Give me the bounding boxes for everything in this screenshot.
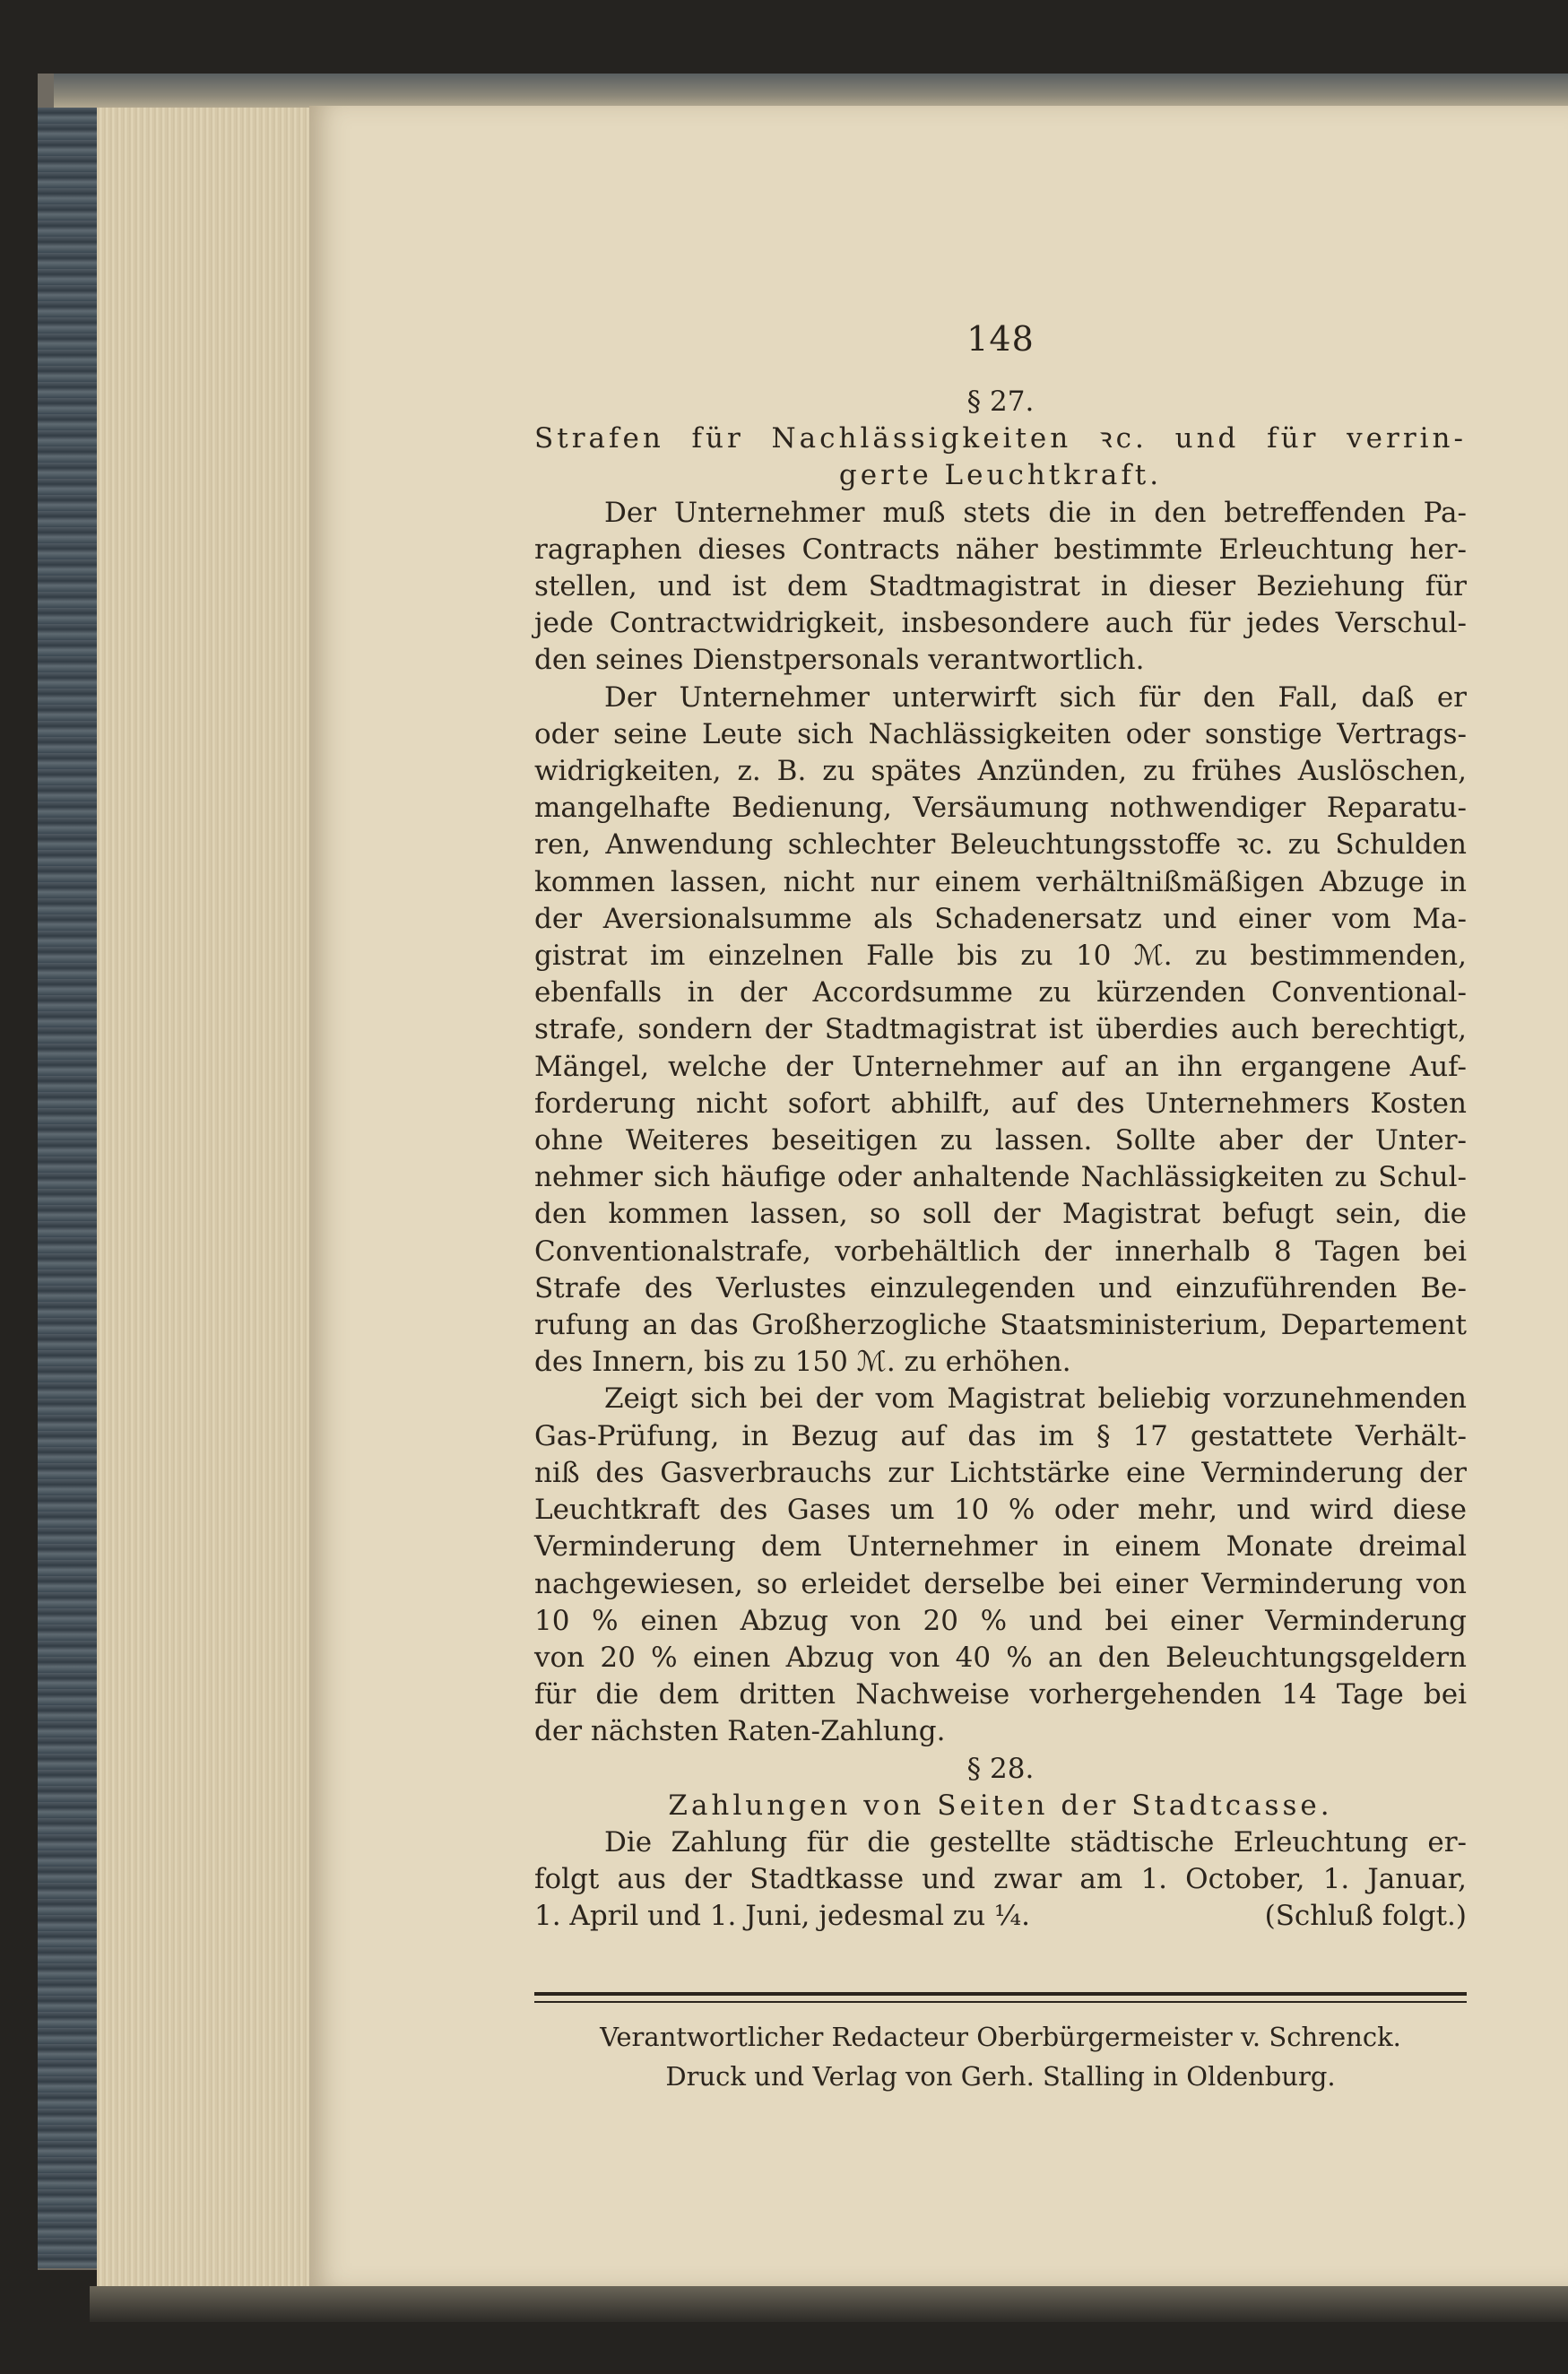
text-line: ebenfalls in der Accordsumme zu kürzenden Conventional- [534, 976, 1467, 1009]
section-28-heading: Zahlungen von Seiten der Stadtcasse. [668, 1789, 1333, 1822]
text-line: Conventionalstrafe, vorbehältlich der innerhalb 8 Tagen bei [534, 1235, 1467, 1268]
text-line: jede Contractwidrigkeit, insbesondere auch für jedes Verschul- [534, 607, 1467, 640]
text-line: den kommen lassen, so soll der Magistrat befugt sein, die [534, 1198, 1467, 1231]
text-line: von 20 % einen Abzug von 40 % an den Beleuchtungsgeldern [534, 1641, 1467, 1674]
book-top-edge [54, 74, 1568, 109]
section-27-heading-line-1: Strafen für Nachlässigkeiten ꝛc. und für verrin- [534, 422, 1467, 455]
text-line: oder seine Leute sich Nachlässigkeiten oder sonstige Vertrags- [534, 717, 1467, 750]
text-line: forderung nicht sofort abhilft, auf des Unternehmers Kosten [534, 1087, 1467, 1120]
book-spine-edge [38, 108, 100, 2268]
page-text [534, 384, 1467, 1936]
footer-rule-thick [534, 1992, 1467, 1996]
text-line: ragraphen dieses Contracts näher bestimmte Erleuchtung her- [534, 533, 1467, 566]
text-line: stellen, und ist dem Stadtmagistrat in dieser Beziehung für [534, 570, 1467, 603]
section-27-heading-line-2: gerte Leuchtkraft. [838, 459, 1163, 492]
imprint-publisher: Druck und Verlag von Gerh. Stalling in Oldenburg. [665, 2061, 1336, 2092]
footer-rule [534, 1992, 1467, 2003]
text-line: ohne Weiteres beseitigen zu lassen. Sollte aber der Unter- [534, 1124, 1467, 1157]
text-line: Strafe des Verlustes einzulegenden und einzuführenden Be- [534, 1271, 1467, 1304]
text-line: Mängel, welche der Unternehmer auf an ihn ergangene Auf- [534, 1050, 1467, 1083]
text-line: nehmer sich häufige oder anhaltende Nachlässigkeiten zu Schul- [534, 1161, 1467, 1194]
text-line: rufung an das Großherzogliche Staatsministerium, Departement [534, 1309, 1467, 1342]
last-line-text: 1. April und 1. Juni, jedesmal zu ¼. [534, 1900, 1030, 1933]
text-line: folgt aus der Stadtkasse und zwar am 1. October, 1. Januar, [534, 1863, 1467, 1896]
text-line: Verminderung dem Unternehmer in einem Monate dreimal [534, 1530, 1467, 1564]
text-line: kommen lassen, nicht nur einem verhältnißmäßigen Abzuge in [534, 865, 1467, 898]
text-line: Die Zahlung für die gestellte städtische Erleuchtung er- [604, 1825, 1467, 1858]
text-line: Leuchtkraft des Gases um 10 % oder mehr, und wird diese [534, 1494, 1467, 1527]
book-bottom-edge [90, 2286, 1568, 2322]
text-line: des Innern, bis zu 150 ℳ. zu erhöhen. [534, 1346, 1071, 1379]
text-line: ren, Anwendung schlechter Beleuchtungsstoffe ꝛc. zu Schulden [534, 828, 1467, 862]
text-line: für die dem dritten Nachweise vorhergehenden 14 Tage bei [534, 1678, 1467, 1711]
text-line: mangelhafte Bedienung, Versäumung nothwendiger Reparatu- [534, 792, 1467, 825]
section-27-number: § 27. [966, 386, 1035, 418]
page-number: 148 [966, 319, 1035, 359]
text-line: Der Unternehmer unterwirft sich für den Fall, daß er [604, 680, 1467, 714]
text-line: niß des Gasverbrauchs zur Lichtstärke eine Verminderung der [534, 1456, 1467, 1489]
imprint-editor: Verantwortlicher Redacteur Oberbürgermeister v. Schrenck. [600, 2022, 1401, 2052]
text-line: widrigkeiten, z. B. zu spätes Anzünden, zu frühes Auslöschen, [534, 755, 1467, 788]
footer-rule-thin [534, 2001, 1467, 2003]
text-line: der Aversionalsumme als Schadenersatz und einer vom Ma- [534, 902, 1467, 935]
text-line: Der Unternehmer muß stets die in den betreffenden Pa- [604, 496, 1467, 529]
section-28-number: § 28. [966, 1752, 1035, 1785]
page-stack-edge [97, 108, 321, 2286]
text-line: strafe, sondern der Stadtmagistrat ist überdies auch berechtigt, [534, 1013, 1467, 1046]
text-line: gistrat im einzelnen Falle bis zu 10 ℳ. zu bestimmenden, [534, 940, 1467, 973]
text-line: Zeigt sich bei der vom Magistrat beliebig vorzunehmenden [604, 1382, 1467, 1416]
text-line-last [534, 1898, 1467, 1935]
text-line: den seines Dienstpersonals verantwortlich. [534, 644, 1145, 677]
text-line: 10 % einen Abzug von 20 % und bei einer Verminderung [534, 1604, 1467, 1637]
text-line: der nächsten Raten-Zahlung. [534, 1715, 946, 1748]
continued-note: (Schluß folgt.) [1264, 1900, 1467, 1933]
imprint [534, 2017, 1467, 2096]
text-line: Gas-Prüfung, in Bezug auf das im § 17 gestattete Verhält- [534, 1419, 1467, 1452]
text-line: nachgewiesen, so erleidet derselbe bei einer Verminderung von [534, 1567, 1467, 1600]
